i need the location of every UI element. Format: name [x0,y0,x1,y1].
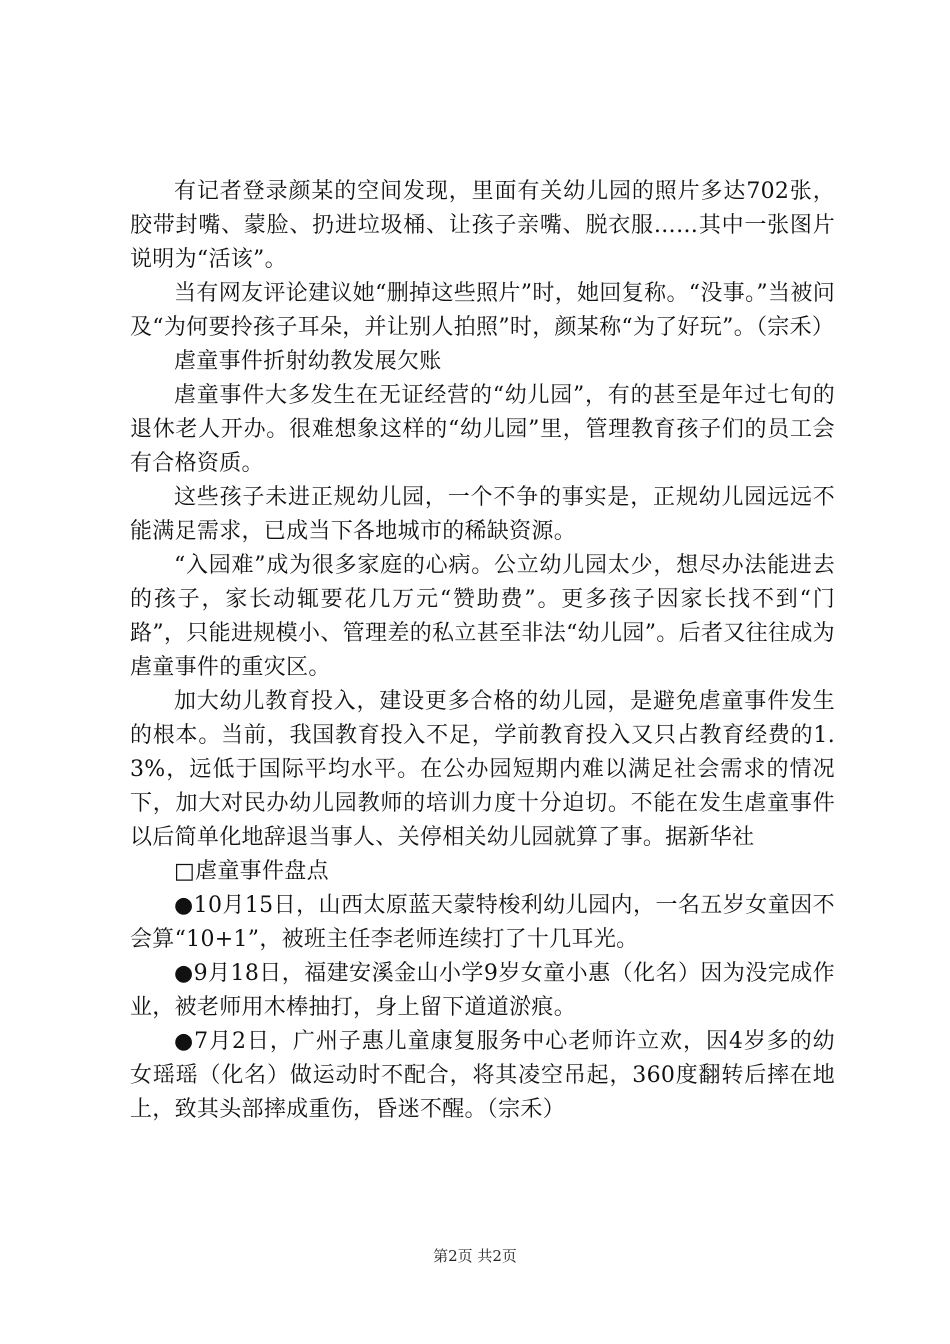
paragraph-reporter-finding: 有记者登录颜某的空间发现，里面有关幼儿园的照片多达702张，胶带封嘴、蒙脸、扔进垃圾桶、让孩子亲嘴、脱衣服……其中一张图片说明为“活该”。 [130,179,835,272]
page-number-footer: 第2页 共2页 [433,1247,517,1265]
list-item-incident-oct15: ●10月15日，山西太原蓝天蒙特梭利幼儿园内，一名五岁女童因不会算“10+1”，被班主任李老师连续打了十几耳光。 [130,893,835,952]
paragraph-unlicensed-kindergartens: 虐童事件大多发生在无证经营的“幼儿园”，有的甚至是年过七旬的退休老人开办。很难想象这样的“幼儿园”里，管理教育孩子们的员工会有合格资质。 [130,383,835,476]
list-item-incident-jul2: ●7月2日，广州子惠儿童康复服务中心老师许立欢，因4岁多的幼女瑶瑶（化名）做运动时不配合，将其凌空吊起，360度翻转后摔在地上，致其头部摔成重伤，昏迷不醒。（宗禾） [130,1029,835,1122]
section-heading-incident-review: □虐童事件盘点 [174,859,329,884]
paragraph-increase-investment: 加大幼儿教育投入，建设更多合格的幼儿园，是避免虐童事件发生的根本。当前，我国教育投入不足，学前教育投入又只占教育经费的1.3%，远低于国际平均水平。在公办园短期内难以满足社会需求的情况下，加大对民办幼儿园教师的培训力度十分迫切。不能在发生虐童事件以后简单化地辞退当事人、关停相关幼儿园就算了事。据新华社 [130,689,835,850]
paragraph-enrollment-difficulty: “入园难”成为很多家庭的心病。公立幼儿园太少，想尽办法能进去的孩子，家长动辄要花几万元“赞助费”。更多孩子因家长找不到“门路”，只能进规模小、管理差的私立甚至非法“幼儿园”。后者又往往成为虐童事件的重灾区。 [130,553,835,680]
document-body [130,175,835,1127]
paragraph-netizen-comment: 当有网友评论建议她“删掉这些照片”时，她回复称。“没事。”当被问及“为何要拎孩子耳朵，并让别人拍照”时，颜某称“为了好玩”。（宗禾） [130,281,835,340]
paragraph-scarce-resources: 这些孩子未进正规幼儿园，一个不争的事实是，正规幼儿园远远不能满足需求，已成当下各地城市的稀缺资源。 [130,485,835,544]
section-heading-education-deficit: 虐童事件折射幼教发展欠账 [174,349,442,374]
list-item-incident-sep18: ●9月18日，福建安溪金山小学9岁女童小惠（化名）因为没完成作业，被老师用木棒抽打，身上留下道道淤痕。 [130,961,835,1020]
